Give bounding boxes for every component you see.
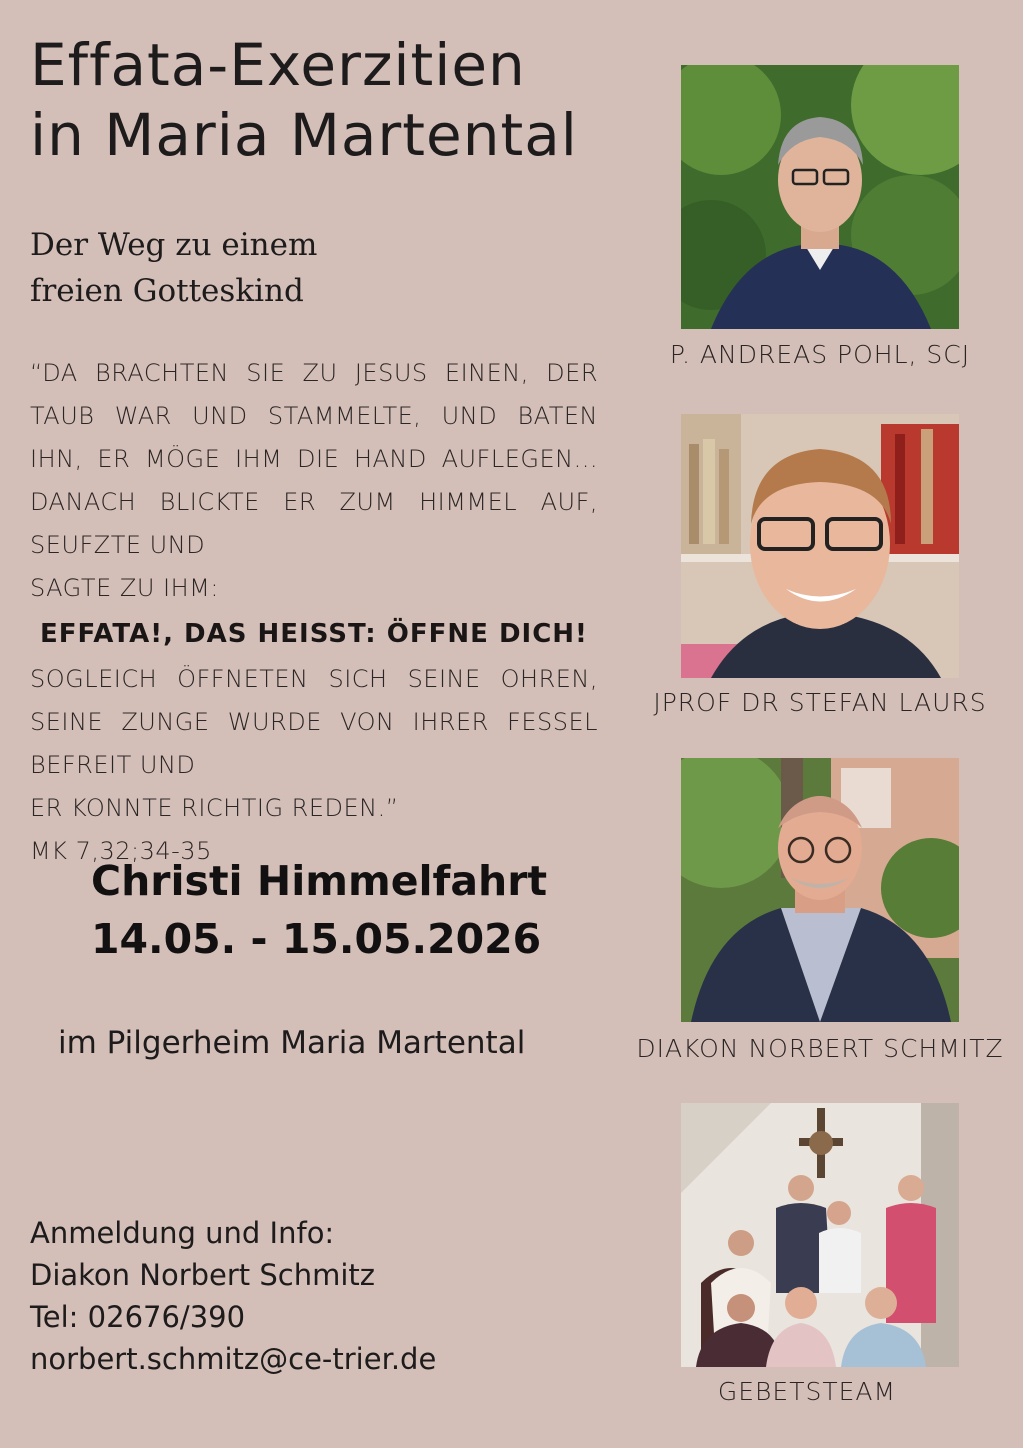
photo-norbert-schmitz bbox=[681, 758, 959, 1022]
subtitle-line-1: Der Weg zu einem bbox=[30, 227, 318, 263]
event-info bbox=[91, 852, 547, 968]
portrait-photo-icon bbox=[681, 414, 959, 678]
contact-name: Diakon Norbert Schmitz bbox=[30, 1258, 376, 1292]
portrait-photo-icon bbox=[681, 65, 959, 329]
title-line-1: Effata-Exerzitien bbox=[30, 31, 526, 99]
event-location: im Pilgerheim Maria Martental bbox=[58, 1025, 526, 1061]
quote-text-end: SAGTE ZU IHM: bbox=[30, 574, 219, 602]
contact-heading: Anmeldung und Info: bbox=[30, 1216, 335, 1250]
group-photo-icon bbox=[681, 1103, 959, 1367]
caption-gebetsteam: GEBETSTEAM bbox=[717, 1377, 897, 1406]
quote-reference: MK 7,32;34-35 bbox=[30, 837, 212, 865]
portrait-photo-icon bbox=[681, 758, 959, 1022]
subtitle bbox=[30, 222, 317, 314]
quote-text-2-end: ER KONNTE RICHTIG REDEN.” bbox=[30, 794, 399, 822]
photo-andreas-pohl bbox=[681, 65, 959, 329]
contact-email: norbert.schmitz@ce-trier.de bbox=[30, 1342, 437, 1376]
title-line-2: in Maria Martental bbox=[30, 101, 578, 169]
subtitle-line-2: freien Gotteskind bbox=[30, 273, 304, 309]
event-dates: 14.05. - 15.05.2026 bbox=[91, 915, 542, 963]
bible-quote bbox=[30, 352, 598, 873]
event-name: Christi Himmelfahrt bbox=[91, 857, 548, 905]
quote-highlight: EFFATA!, DAS HEISST: ÖFFNE DICH! bbox=[40, 619, 588, 649]
caption-andreas-pohl: P. ANDREAS POHL, SCJ bbox=[669, 340, 971, 369]
quote-text-2: SOGLEICH ÖFFNETEN SICH SEINE OHREN, SEINE ZUNGE WURDE VON IHRER FESSEL BEFREIT UND bbox=[30, 665, 598, 779]
contact-info bbox=[30, 1212, 436, 1380]
caption-norbert-schmitz: DIAKON NORBERT SCHMITZ bbox=[636, 1034, 1004, 1063]
photo-stefan-laurs bbox=[681, 414, 959, 678]
quote-text: “DA BRACHTEN SIE ZU JESUS EINEN, DER TAUB WAR UND STAMMELTE, UND BATEN IHN, ER MÖGE IHM DIE HAND AUFLEGEN... DANACH BLICKTE ER ZUM HIMMEL AUF, SEUFZTE UND bbox=[30, 359, 598, 559]
photo-gebetsteam bbox=[681, 1103, 959, 1367]
caption-stefan-laurs: JPROF DR STEFAN LAURS bbox=[653, 688, 987, 717]
page-title bbox=[30, 30, 670, 170]
contact-phone: Tel: 02676/390 bbox=[30, 1300, 246, 1334]
